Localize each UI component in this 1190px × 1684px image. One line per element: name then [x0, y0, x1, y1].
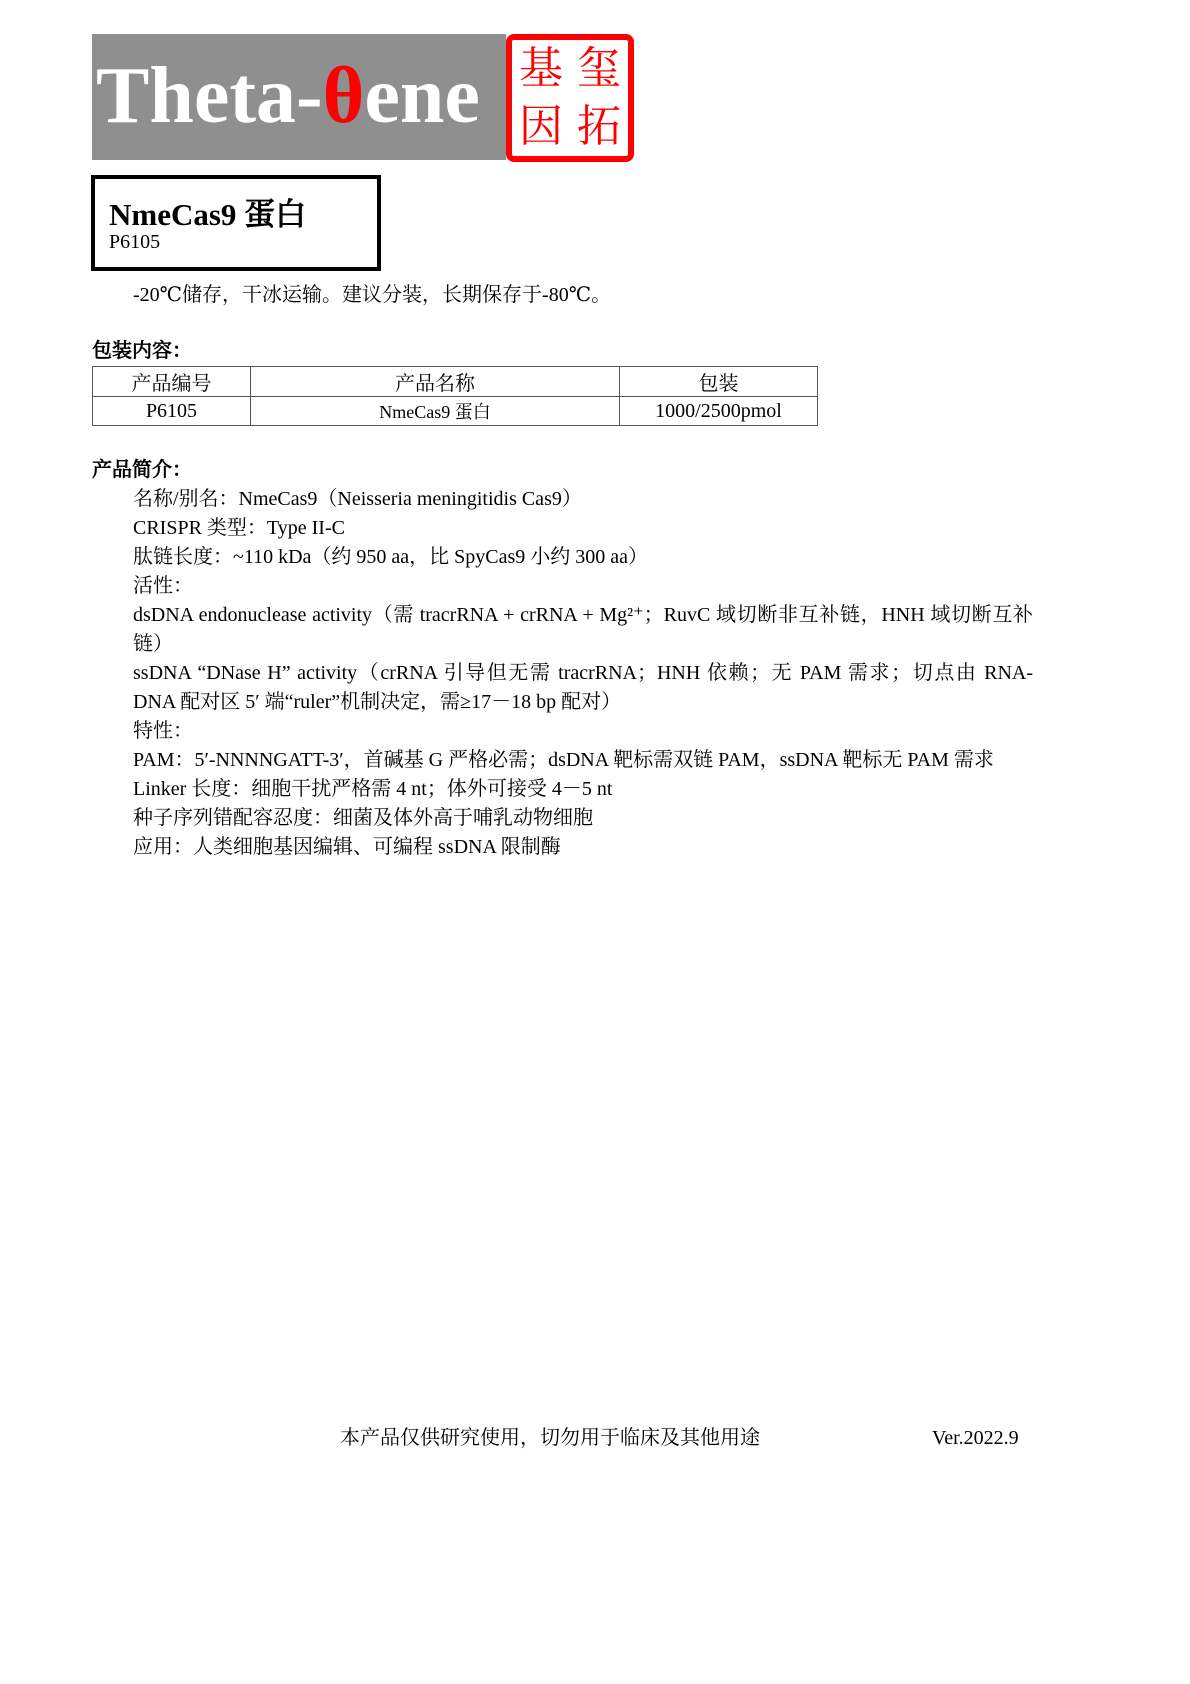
cell-package: 1000/2500pmol: [620, 397, 818, 426]
product-name: NmeCas9 蛋白: [109, 197, 307, 232]
intro-line: PAM：5′-NNNNGATT-3′，首碱基 G 严格必需；dsDNA 靶标需双链 PAM，ssDNA 靶标无 PAM 需求: [133, 749, 994, 771]
header-package: 包装: [620, 367, 818, 397]
package-heading: 包装内容：: [92, 340, 192, 362]
logo-wordmark: [96, 52, 480, 140]
intro-line: 名称/别名：NmeCas9（Neisseria meningitidis Cas9）: [133, 488, 582, 510]
intro-line: 特性：: [133, 720, 193, 742]
header-name: 产品名称: [251, 367, 620, 397]
intro-heading: 产品简介：: [92, 459, 192, 481]
cell-name: NmeCas9 蛋白: [251, 397, 620, 426]
footer-version: Ver.2022.9: [932, 1427, 1019, 1449]
logo-text-end: ene: [364, 52, 480, 140]
table-header-row: [93, 367, 818, 397]
logo-seal: [506, 34, 634, 162]
logo-theta: θ: [322, 52, 365, 140]
intro-line: ssDNA “DNase H” activity（crRNA 引导但无需 tracrRNA；HNH 依赖；无 PAM 需求；切点由 RNA-DNA 配对区 5′ 端“ruler”机制决定，需≥17－18 bp 配对）: [133, 662, 1033, 713]
intro-line: 种子序列错配容忍度：细菌及体外高于哺乳动物细胞: [133, 807, 593, 829]
seal-char: 基: [519, 43, 563, 94]
intro-line: 肽链长度：~110 kDa（约 950 aa，比 SpyCas9 小约 300 aa）: [133, 546, 649, 568]
intro-line: CRISPR 类型：Type II-C: [133, 517, 345, 539]
table-row: [93, 397, 818, 426]
seal-char: 玺: [577, 43, 621, 94]
intro-line: 应用：人类细胞基因编辑、可编程 ssDNA 限制酶: [133, 836, 561, 858]
package-table: [92, 366, 818, 426]
cell-code: P6105: [93, 397, 251, 426]
seal-char: 因: [519, 101, 563, 152]
logo-text: Theta-: [96, 52, 323, 140]
intro-line: 活性：: [133, 575, 193, 597]
intro-line: dsDNA endonuclease activity（需 tracrRNA + crRNA + Mg²⁺；RuvC 域切断非互补链，HNH 域切断互补链）: [133, 604, 1033, 655]
intro-body: [133, 485, 1033, 862]
seal-char: 拓: [577, 101, 621, 152]
header-code: 产品编号: [93, 367, 251, 397]
storage-note: -20℃储存，干冰运输。建议分装，长期保存于-80℃。: [133, 284, 612, 306]
product-code: P6105: [109, 231, 161, 253]
intro-line: Linker 长度：细胞干扰严格需 4 nt；体外可接受 4－5 nt: [133, 778, 613, 800]
product-title-box: [91, 175, 381, 271]
footer-disclaimer: 本产品仅供研究使用，切勿用于临床及其他用途: [340, 1427, 760, 1449]
